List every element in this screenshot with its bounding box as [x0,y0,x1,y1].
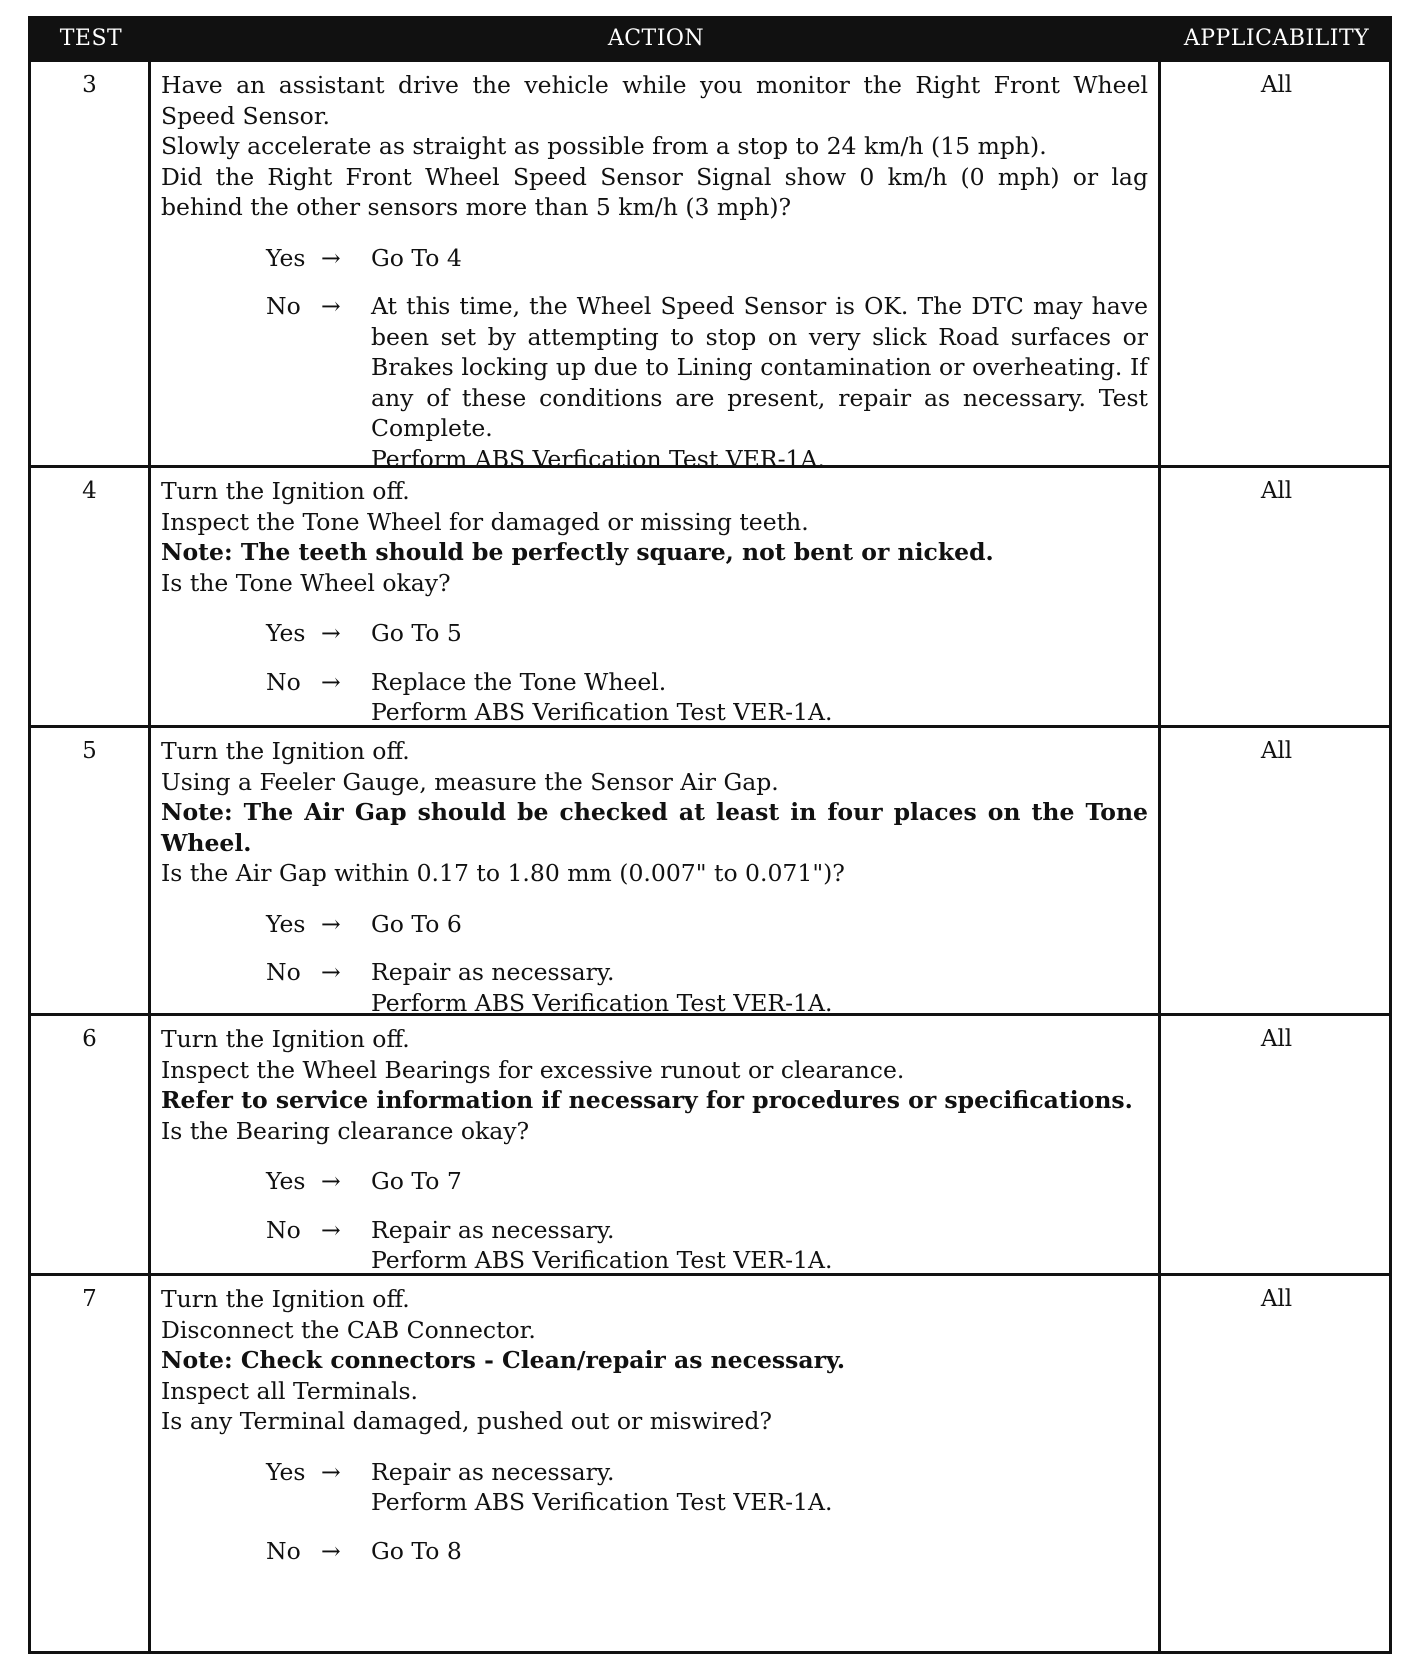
no-result-followup: Perform ABS Verification Test VER-1A. [371,988,833,1017]
yes-label: Yes [266,1167,306,1195]
table-row-test-7 [31,1273,1389,1651]
yes-result-followup: Perform ABS Verification Test VER-1A. [371,1488,833,1516]
header-action: ACTION [607,26,705,51]
action-cell [151,62,1161,473]
arrow-icon: → [321,292,341,320]
action-cell [151,728,1161,1017]
yes-label: Yes [266,619,306,647]
no-result-followup: Perform ABS Verification Test VER-1A. [371,698,833,726]
no-answer [161,291,1148,474]
yes-answer [161,618,1148,649]
action-line: Turn the Ignition off. [161,477,410,505]
no-result-followup: Perform ABS Verfication Test VER-1A. [371,444,825,473]
yes-label: Yes [266,909,306,938]
arrow-icon: → [321,958,341,986]
action-line: Turn the Ignition off. [161,1025,410,1053]
arrow-icon: → [321,1215,341,1244]
action-line: Slowly accelerate as straight as possible from a stop to 24 km/h (15 mph). [161,132,1047,160]
arrow-icon: → [321,1167,341,1195]
diagnostic-test-table [28,16,1392,1654]
no-answer [161,1536,1148,1567]
no-label: No [266,1536,301,1565]
action-line: Turn the Ignition off. [161,737,410,765]
arrow-icon: → [321,243,341,272]
test-number: 5 [31,728,151,1013]
action-cell [151,1276,1161,1651]
no-result-followup: Perform ABS Verification Test VER-1A. [371,1246,833,1274]
action-line: Inspect the Wheel Bearings for excessive runout or clearance. [161,1055,905,1084]
table-row-test-3 [31,59,1389,473]
action-question: Is the Tone Wheel okay? [161,568,451,597]
action-line: Using a Feeler Gauge, measure the Sensor Air Gap. [161,767,779,796]
no-label: No [266,667,301,696]
action-question: Is the Bearing clearance okay? [161,1116,530,1145]
test-number: 6 [31,1016,151,1273]
yes-label: Yes [266,243,306,272]
action-line: Have an assistant drive the vehicle while you monitor the Right Front Wheel Speed Sensor. [161,71,1148,130]
table-row-test-4 [31,465,1389,725]
no-result: Repair as necessary. [371,1215,615,1244]
yes-answer [161,243,1148,274]
action-line: Did the Right Front Wheel Speed Sensor Signal show 0 km/h (0 mph) or lag behind the other sensors more than 5 km/h (3 mph)? [161,162,1148,221]
action-note: Note: The Air Gap should be checked at least in four places on the Tone Wheel. [161,798,1148,857]
applicability-value: All [1260,72,1293,98]
yes-result: Go To 4 [371,243,462,272]
no-answer [161,957,1148,1018]
table-row-test-5 [31,725,1389,1017]
action-line: Turn the Ignition off. [161,1285,410,1313]
arrow-icon: → [321,667,341,696]
table-row-test-6 [31,1013,1389,1273]
no-result: Repair as necessary. [371,958,615,986]
header-test: TEST [59,26,123,51]
test-number: 3 [31,62,151,465]
applicability-value: All [1260,1286,1293,1312]
action-note: Note: The teeth should be perfectly square, not bent or nicked. [161,538,994,566]
no-result: Go To 8 [371,1536,462,1565]
no-label: No [266,1215,301,1244]
no-answer [161,1215,1148,1276]
yes-result: Repair as necessary. [371,1457,615,1486]
arrow-icon: → [321,1457,341,1486]
action-line: Inspect the Tone Wheel for damaged or missing teeth. [161,507,809,536]
no-result: At this time, the Wheel Speed Sensor is OK. The DTC may have been set by attempting to stop on very slick Road surfaces or Brakes locking up due to Lining contamination or overheating. If any of these conditions are present, repair as necessary. Test Complete. [371,292,1148,442]
yes-result: Go To 5 [371,619,462,647]
applicability-value: All [1260,1026,1293,1052]
action-line: Disconnect the CAB Connector. [161,1315,536,1344]
no-answer [161,667,1148,728]
yes-result: Go To 6 [371,909,462,938]
no-label: No [266,958,301,986]
yes-label: Yes [266,1457,306,1486]
no-label: No [266,292,301,320]
action-note: Refer to service information if necessary for procedures or specifications. [161,1086,1133,1114]
action-question: Is the Air Gap within 0.17 to 1.80 mm (0.007" to 0.071")? [161,859,845,887]
test-number: 7 [31,1276,151,1651]
action-note: Note: Check connectors - Clean/repair as necessary. [161,1346,846,1374]
test-number: 4 [31,468,151,725]
arrow-icon: → [321,909,341,938]
yes-result: Go To 7 [371,1167,462,1195]
action-cell [151,1016,1161,1273]
arrow-icon: → [321,1536,341,1565]
action-question: Is any Terminal damaged, pushed out or miswired? [161,1407,773,1435]
no-result: Replace the Tone Wheel. [371,667,667,696]
table-header [31,19,1389,59]
yes-answer [161,909,1148,940]
yes-answer [161,1457,1148,1518]
yes-answer [161,1166,1148,1197]
applicability-value: All [1260,738,1293,764]
header-applicability: APPLICABILITY [1183,26,1370,51]
action-cell [151,468,1161,725]
applicability-value: All [1260,478,1293,504]
arrow-icon: → [321,619,341,647]
action-line: Inspect all Terminals. [161,1376,418,1405]
